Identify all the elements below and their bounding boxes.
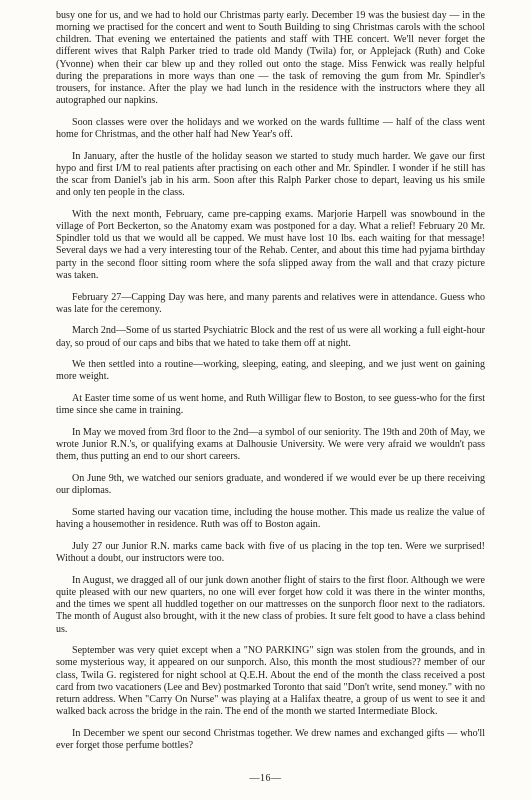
paragraph-5: February 27—Capping Day was here, and many parents and relatives were in attendance. Guess who was late for the ceremony. <box>56 291 485 315</box>
paragraph-7: We then settled into a routine—working, sleeping, eating, and sleeping, and we just went on gaining more weight. <box>56 359 485 383</box>
paragraph-11: Some started having our vacation time, including the house mother. This made us realize the value of having a housemother in residence. Ruth was off to Boston again. <box>56 507 485 531</box>
paragraph-14: September was very quiet except when a "NO PARKING" sign was stolen from the grounds, and in some mysterious way, it appeared on our sunporch. Also, this month the most studious?? member of our class, Twila G. registered for night school at Q.E.H. About the end of the month the class received a post card from two vacationers (Lee and Bev) postmarked Toronto that said "Don't write, send money." with no return address. When "Carry On Nurse" was playing at a Halifax theatre, a group of us went to see it and walked back across the bridge in the rain. The end of the month we started Intermediate Block. <box>56 645 485 718</box>
paragraph-12: July 27 our Junior R.N. marks came back with five of us placing in the top ten. Were we surprised! Without a doubt, our instructors were too. <box>56 541 485 565</box>
page-number: —16— <box>249 773 282 784</box>
paragraph-9: In May we moved from 3rd floor to the 2nd—a symbol of our seniority. The 19th and 20th of May, we wrote Junior R.N.'s, or qualifying exams at Dalhousie University. We were very afraid we wouldn't pass them, thus putting an end to our short careers. <box>56 427 485 463</box>
paragraph-15: In December we spent our second Christmas together. We drew names and exchanged gifts — who'll ever forget those perfume bottles? <box>56 727 485 751</box>
paragraph-3: In January, after the hustle of the holiday season we started to study much harder. We gave our first hypo and first I/M to real patients after practising on each other and Mr. Spindler. I wonder if he still has the scar from Daniel's jab in his arm. Soon after this Ralph Parker chose to depart, leaving us his smile and only ten people in the class. <box>56 150 485 199</box>
paragraph-2: Soon classes were over the holidays and we worked on the wards fulltime — half of the class went home for Christmas, and the other half had New Year's off. <box>56 116 485 140</box>
paragraph-10: On June 9th, we watched our seniors graduate, and wondered if we would ever be up there receiving our diplomas. <box>56 473 485 497</box>
paragraph-13: In August, we dragged all of our junk down another flight of stairs to the first floor. Although we were quite pleased with our new quarters, no one will ever forget how cold it was there in the winter months, and the times we spent all huddled together on our mattresses on the sunporch floor next to the radiators. The month of August also brought, with it the new class of probies. It sure felt good to have a class behind us. <box>56 574 485 635</box>
paragraph-6: March 2nd—Some of us started Psychiatric Block and the rest of us were all working a full eight-hour day, so proud of our caps and bibs that we hated to take them off at night. <box>56 325 485 349</box>
paragraph-1: busy one for us, and we had to hold our Christmas party early. December 19 was the busiest day — in the morning we practised for the concert and went to South Building to sing Christmas carols with the school children. That evening we entertained the patients and staff with THE concert. We'll never forget the different wives that Ralph Parker tried to trade old Mandy (Twila) for, or Applejack (Ruth) and Coke (Yvonne) when their car blew up and they rolled out onto the stage. Miss Fenwick was really helpful during the preparations in more ways than one — the task of removing the gum from Mr. Spindler's trousers, for instance. After the play we had lunch in the residence with the instructors where they all autographed our napkins. <box>56 10 485 107</box>
paragraph-4: With the next month, February, came pre-capping exams. Marjorie Harpell was snowbound in the village of Port Beckerton, so the Anatomy exam was postponed for a day. What a relief! February 20 Mr. Spindler told us that we would all be capped. We must have lost 10 lbs. each waiting for that message! Several days we had a very interesting tour of the Rehab. Center, and about this time had pyjama birthday party in the second floor sitting room where the sofa slipped away from the wall and that crazy picture was taken. <box>56 208 485 281</box>
paragraph-8: At Easter time some of us went home, and Ruth Willigar flew to Boston, to see guess-who for the first time since she came in training. <box>56 393 485 417</box>
